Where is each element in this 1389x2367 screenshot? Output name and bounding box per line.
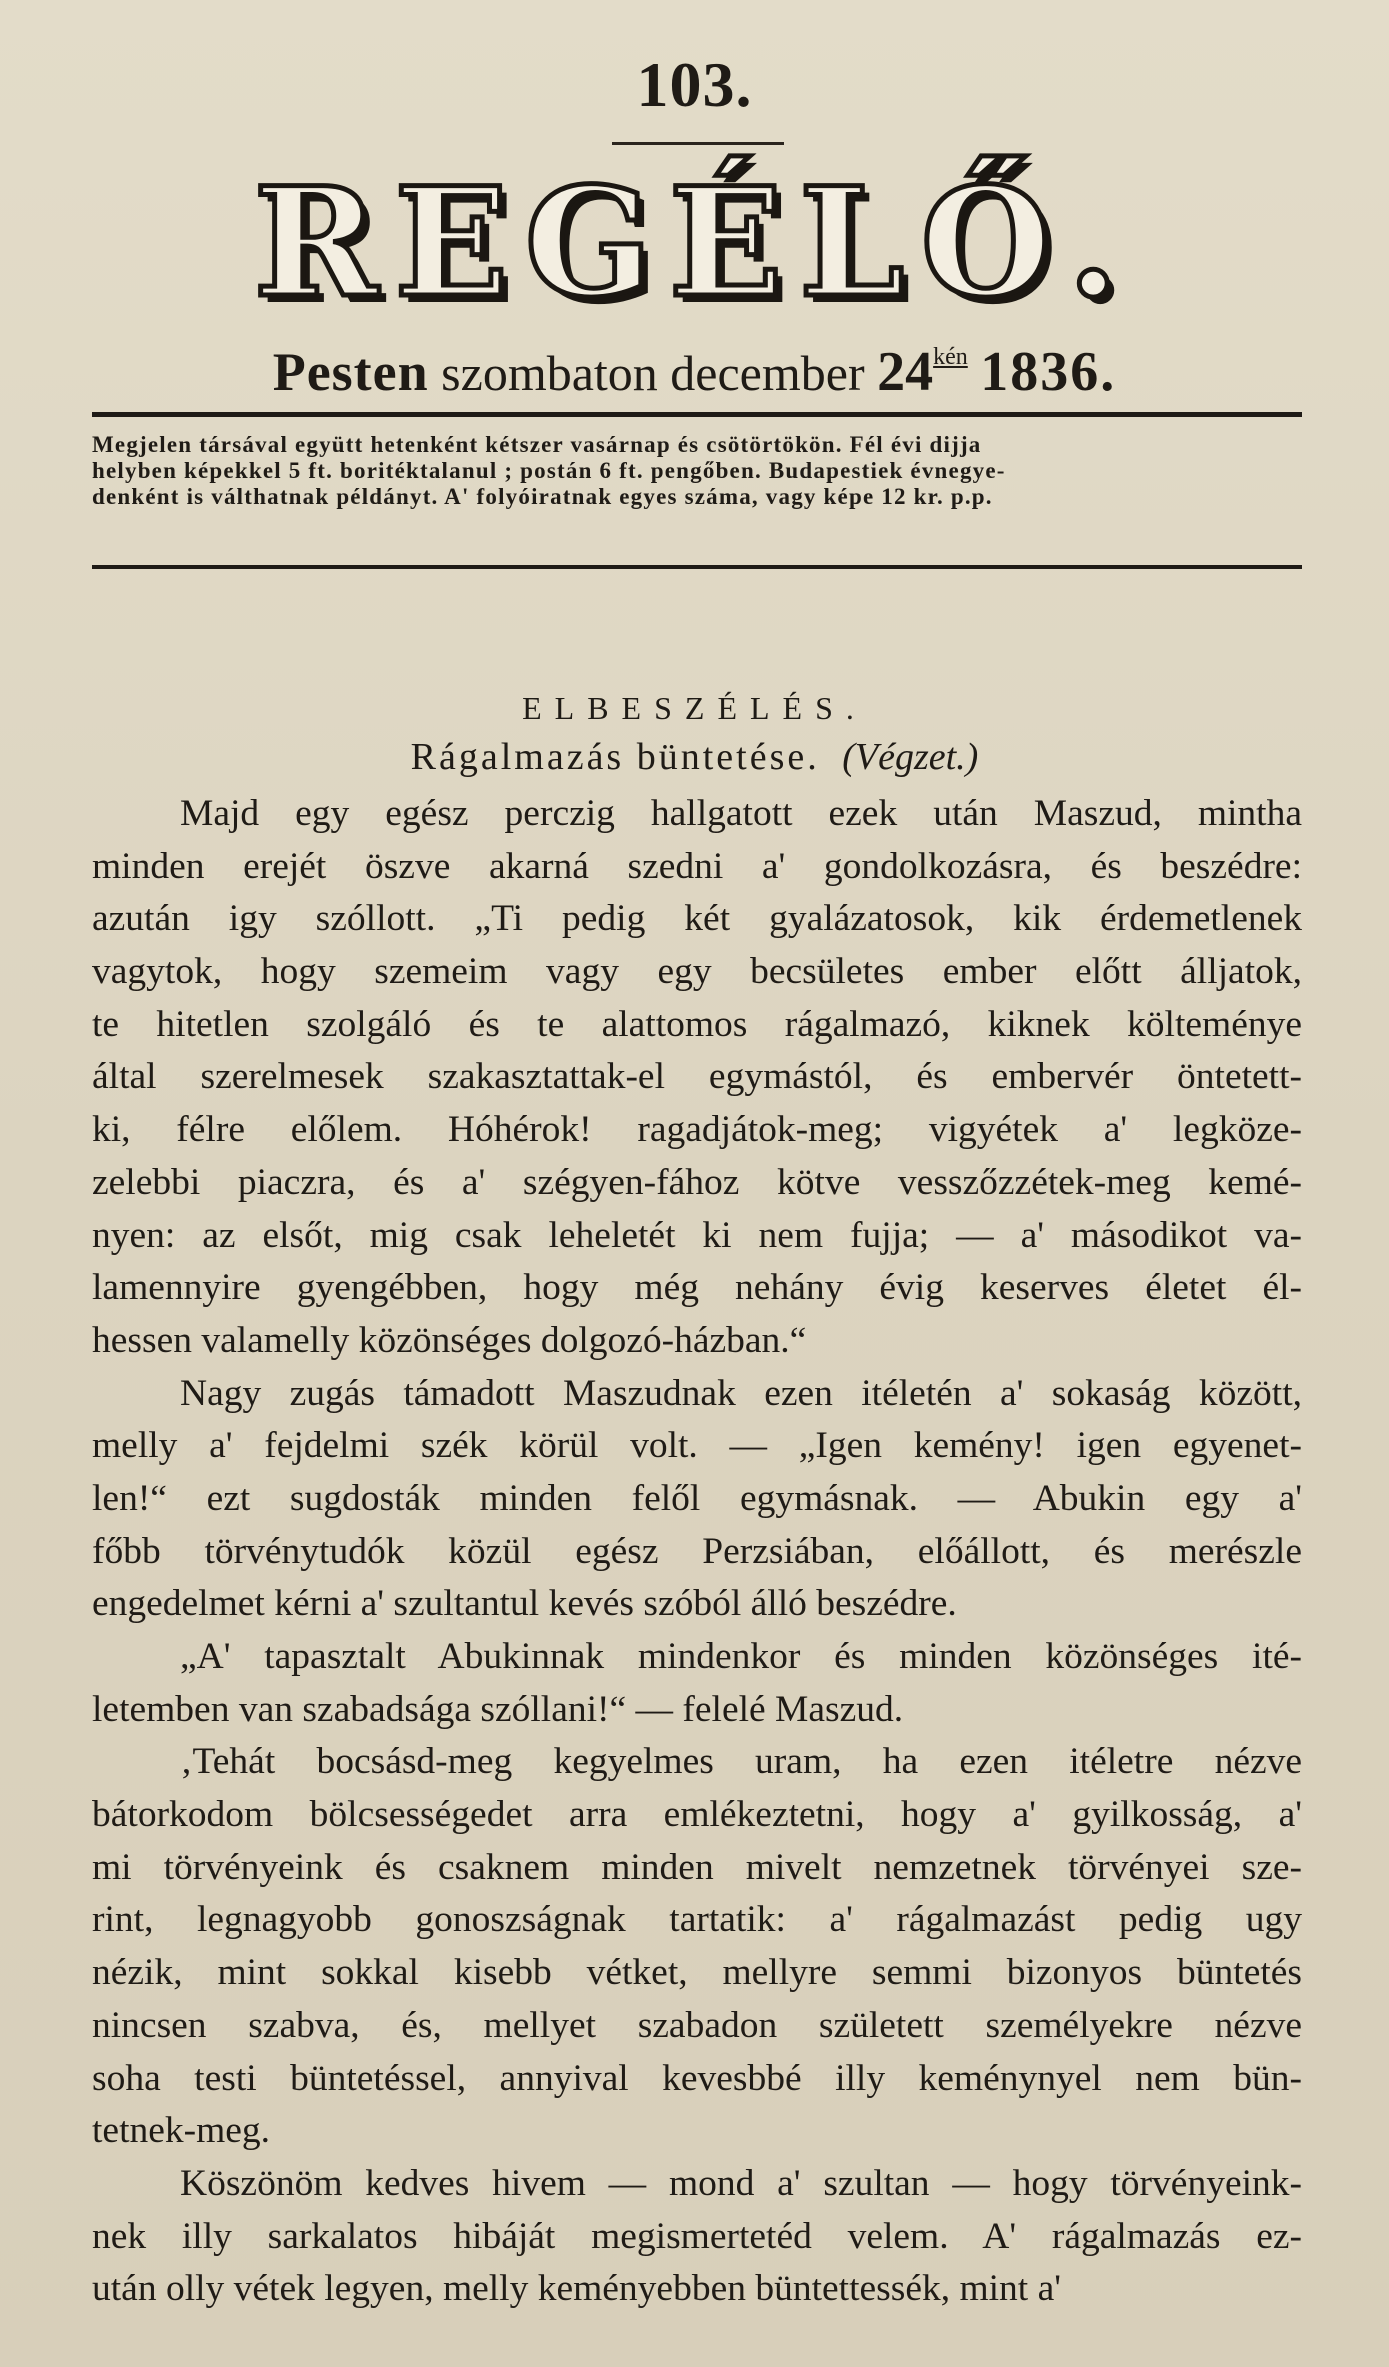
body-line: engedelmet kérni a' szultantul kevés szóból álló beszédre. (92, 1583, 957, 1625)
body-line: melly a' fejdelmi szék körül volt. — „Igen kemény! igen egyenet- (92, 1425, 1302, 1467)
body-line: Nagy zugás támadott Maszudnak ezen itéletén a' sokaság között, (180, 1372, 1302, 1414)
body-line: Majd egy egész perczig hallgatott ezek után Maszud, mintha (180, 793, 1302, 834)
dateline (0, 340, 1389, 404)
dateline-city: Pesten (272, 342, 429, 402)
body-line: zelebbi piaczra, és a' szégyen-fához kötve vesszőzzétek-meg kemé- (92, 1161, 1302, 1203)
body-line: letemben van szabadsága szóllani!“ — felelé Maszud. (92, 1688, 904, 1730)
body-line: soha testi büntetéssel, annyival kevesbbé illy keménynyel nem bün- (92, 2057, 1302, 2099)
body-line: tetnek-meg. (92, 2110, 271, 2152)
article-body (92, 788, 1302, 2316)
body-line: lamennyire gyengébben, hogy még nehány évig keserves életet él- (92, 1267, 1302, 1309)
story-title-text: Rágalmazás büntetése. (410, 736, 820, 778)
body-line: hessen valamelly közönséges dolgozó-házban.“ (92, 1319, 807, 1361)
body-line: nézik, mint sokkal kisebb vétket, mellyre semmi bizonyos büntetés (92, 1952, 1302, 1994)
dateline-day-suffix: kén (933, 344, 968, 370)
subscription-line: Megjelen társával együtt hetenként kétszer vasárnap és csötörtökön. Fél évi dijja (92, 432, 982, 457)
body-line: főbb törvénytudók közül egész Perzsiában, előállott, és merészle (92, 1530, 1302, 1572)
header-rule-top (92, 412, 1302, 417)
story-title-note: (Végzet.) (842, 736, 979, 778)
body-line: azután igy szóllott. „Ti pedig két gyalázatosok, kik érdemetlenek (92, 898, 1302, 940)
body-line: nek illy sarkalatos hibáját megismertetéd velem. A' rágalmazás ez- (92, 2215, 1302, 2257)
dateline-year: 1836. (980, 341, 1117, 403)
body-line: „A' tapasztalt Abukinnak mindenkor és minden közönséges ité- (180, 1636, 1302, 1677)
body-line: bátorkodom bölcsességedet arra emlékeztetni, hogy a' gyilkosság, a' (92, 1794, 1302, 1836)
subscription-notice (92, 432, 1302, 510)
body-line: minden erejét öszve akarná szedni a' gondolkozásra, és beszédre: (92, 845, 1302, 887)
body-line: ki, félre előlem. Hóhérok! ragadjátok-meg; vigyétek a' legköze- (92, 1109, 1302, 1151)
body-line: mi törvényeink és csaknem minden mivelt nemzetnek törvényei sze- (92, 1846, 1302, 1888)
header-rule-bottom (92, 565, 1302, 569)
story-title (0, 735, 1389, 779)
body-line: után olly vétek legyen, melly keményebben büntettessék, mint a' (92, 2268, 1061, 2310)
section-heading: ELBESZÉLÉS. (522, 690, 867, 726)
body-line: te hitetlen szolgáló és te alattomos rágalmazó, kiknek költeménye (92, 1003, 1302, 1045)
body-line: rint, legnagyobb gonoszságnak tartatik: a' rágalmazást pedig ugy (92, 1899, 1302, 1941)
dateline-day: 24 (877, 341, 934, 403)
subscription-line: helyben képekkel 5 ft. boritéktalanul ; postán 6 ft. pengőben. Budapestiek évnegye- (92, 458, 1006, 483)
body-line: ‚Tehát bocsásd-meg kegyelmes uram, ha ezen itéletre nézve (180, 1741, 1302, 1783)
dateline-weekday-month: szombaton december (441, 345, 865, 401)
body-line: nyen: az elsőt, mig csak leheletét ki nem fujja; — a' másodikot va- (92, 1214, 1302, 1256)
page-number: 103. (636, 49, 753, 120)
body-line: vagytok, hogy szemeim vagy egy becsületes ember előtt álljatok, (92, 951, 1302, 993)
short-rule (612, 142, 784, 145)
body-line: len!“ ezt sugdosták minden felől egymásnak. — Abukin egy a' (92, 1477, 1302, 1519)
masthead-title: REGÉLŐ. (253, 155, 1136, 331)
body-line: által szerelmesek szakasztattak-el egymástól, és embervér öntetett- (92, 1056, 1302, 1098)
body-line: Köszönöm kedves hivem — mond a' szultan — hogy törvényeink- (180, 2162, 1302, 2204)
body-line: nincsen szabva, és, mellyet szabadon született személyekre nézve (92, 2004, 1302, 2046)
subscription-line: denként is válthatnak példányt. A' folyóiratnak egyes száma, vagy képe 12 kr. p.p. (92, 484, 993, 509)
